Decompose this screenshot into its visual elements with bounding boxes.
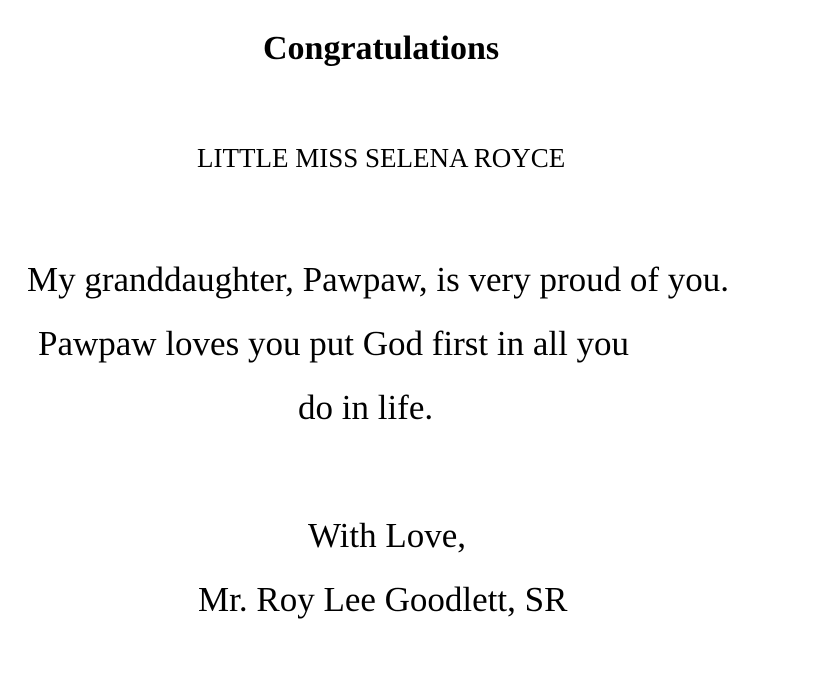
recipient-name: LITTLE MISS SELENA ROYCE — [197, 143, 566, 173]
message-line: do in life. — [298, 388, 434, 427]
message-line: Pawpaw loves you put God first in all you — [38, 324, 630, 363]
message-line: My granddaughter, Pawpaw, is very proud of you. — [27, 260, 730, 299]
signature-name: Mr. Roy Lee Goodlett, SR — [198, 580, 568, 619]
closing-text: With Love, — [308, 516, 466, 555]
page-title: Congratulations — [263, 30, 500, 67]
